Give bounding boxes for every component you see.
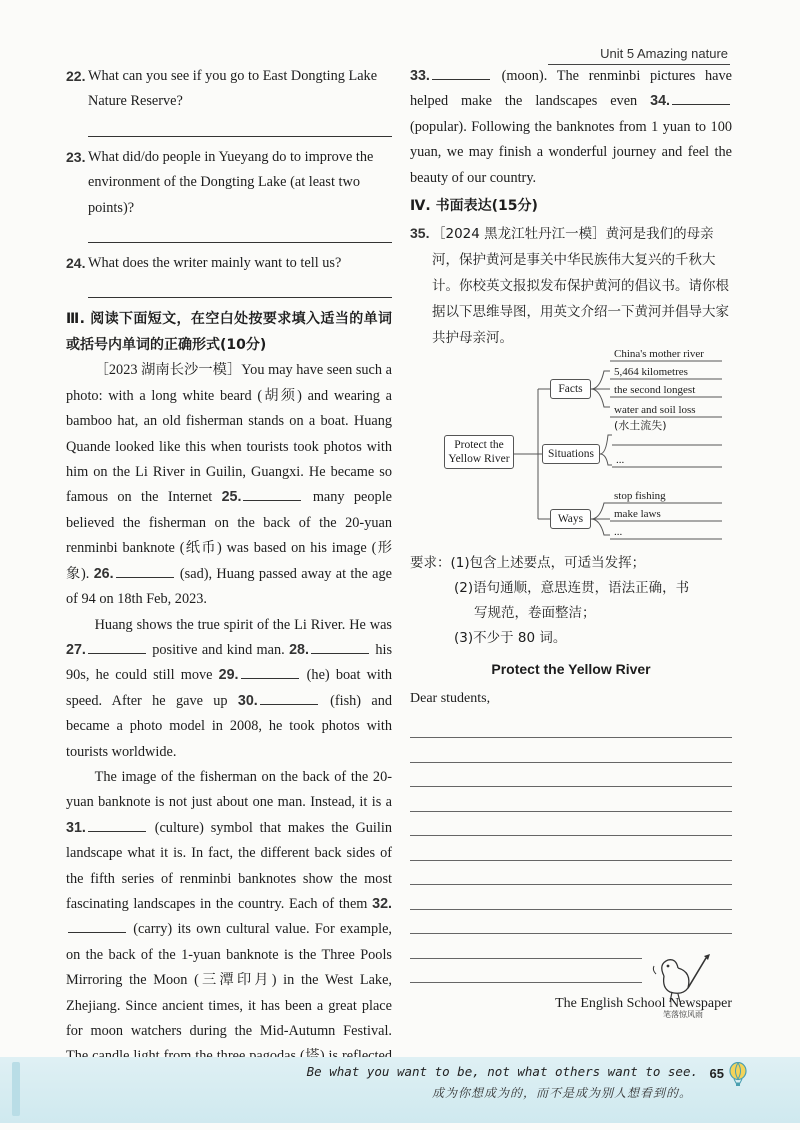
mind-map-facts-node: Facts: [550, 379, 591, 399]
requirement-3: (3)不少于 80 词。: [454, 630, 567, 647]
unit-header: Unit 5 Amazing nature: [600, 46, 728, 61]
requirement-1: (1)包含上述要点，可适当发挥；: [450, 555, 646, 572]
question-number: 23.: [66, 148, 86, 165]
pen-bird-illustration: [648, 954, 718, 1020]
writing-line[interactable]: [410, 910, 732, 935]
mind-map-center-node: Protect the Yellow River: [444, 435, 514, 469]
illustration-caption: 笔落惊风雨: [663, 1010, 703, 1019]
passage-text: (culture) symbol that makes the Guilin landscape what it is. In fact, the different back sides of the fifth series of renminbi banknotes show the most fascinating landscapes in the country. Each of them: [66, 819, 393, 912]
mind-map-leaf: water and soil loss: [614, 404, 696, 417]
mind-map-ways-node: Ways: [550, 509, 591, 529]
passage-text: Huang shows the true spirit of the Li River. He was: [94, 616, 392, 633]
writing-line[interactable]: [410, 738, 732, 763]
requirement-2: (2)语句通顺，意思连贯，语法正确，书: [454, 580, 690, 597]
requirements-label: 要求：: [410, 555, 451, 572]
question-23: [66, 145, 392, 221]
mind-map-leaf: China's mother river: [614, 348, 704, 361]
writing-line[interactable]: [410, 812, 732, 837]
footer-motto-english: Be what you want to be, not what others want to see.: [306, 1064, 698, 1079]
blank-number-30: 30.: [237, 692, 258, 709]
passage-text: many people believed the fisherman on the back of the 20-yuan renminbi banknote (纸币) was based on his image (形象).: [66, 489, 393, 582]
footer-motto-chinese: 成为你想成为的，而不是成为别人想看到的。: [431, 1086, 692, 1100]
section-3-title: Ⅲ. 阅读下面短文，在空白处按要求填入适当的单词或括号内单词的正确形式(10分): [66, 311, 392, 354]
passage-text: positive and kind man.: [152, 641, 285, 658]
writing-line[interactable]: [410, 885, 732, 910]
blank-26[interactable]: [116, 564, 174, 578]
blank-31[interactable]: [88, 818, 146, 832]
right-column: [410, 64, 732, 1017]
passage-text: (carry) its own cultural value. For example, on the back of the 1-yuan banknote is the Three Pools Mirroring the Moon (三潭印月) in the West Lake, Zhejiang. Since ancient times, it has been a great place for moon watchers during the Mid-Autumn Festival.: [66, 921, 392, 1039]
mind-map: [410, 348, 732, 547]
blank-number-34: 34.: [650, 93, 670, 110]
passage-paragraph-3-continued: [410, 64, 732, 191]
mind-map-leaf: stop fishing: [614, 490, 666, 503]
blank-number-28: 28.: [289, 641, 309, 658]
mind-map-leaf: the second longest: [614, 384, 696, 397]
mind-map-leaf: ...: [616, 454, 625, 467]
blank-number-27: 27.: [66, 641, 86, 658]
passage-text: (sad), Huang passed away at the age of 94 on 18th Feb, 2023.: [66, 565, 393, 608]
writing-line[interactable]: [410, 836, 732, 861]
passage-text: (he) boat with speed. After he gave up: [66, 667, 393, 709]
answer-line-24[interactable]: [88, 286, 392, 298]
blank-28[interactable]: [311, 640, 369, 654]
question-number: 24.: [66, 255, 86, 272]
page-number: 65: [709, 1066, 724, 1081]
question-35: [410, 221, 732, 351]
blank-34[interactable]: [672, 91, 730, 105]
passage-text: (fish) and became a photo model in 2008, he took photos with tourists worldwide.: [66, 692, 393, 760]
passage-text: (popular). Following the banknotes from 1 yuan to 100 yuan, we may finish a wonderful journey and feel the beauty of our country.: [410, 118, 732, 186]
blank-number-31: 31.: [66, 819, 86, 836]
passage-text: ［2023 湖南长沙一模］You may have seen such a photo: with a long white beard (胡须) and wearing a bamboo hat, an old fisherman stands on a boat. Huang Quande looked like this when tourists took photos with him on the Li River in Guilin, Guangxi. He became so famous on the Internet: [66, 362, 392, 506]
mind-map-leaf: (水土流失): [614, 419, 667, 433]
left-column: [66, 64, 392, 1095]
mind-map-situations-node: Situations: [542, 444, 600, 464]
essay-greeting: Dear students,: [410, 691, 491, 707]
essay-signature: The English School Newspaper: [555, 996, 732, 1012]
section-4-title: Ⅳ. 书面表达(15分): [410, 198, 538, 215]
mind-map-leaf: make laws: [614, 508, 661, 521]
balloon-icon: [728, 1062, 748, 1093]
blank-number-25: 25.: [221, 489, 242, 506]
blank-number-32: 32.: [372, 895, 392, 912]
essay-title: Protect the Yellow River: [491, 661, 651, 678]
question-text: ［2024 黑龙江牡丹江一模］黄河是我们的母亲河，保护黄河是事关中华民族伟大复兴的千秋大计。你校英文报拟发布保护黄河的倡议书。请你根据以下思维导图，用英文介绍一下黄河并倡导大家共护母亲河。: [432, 226, 729, 347]
blank-27[interactable]: [88, 640, 146, 654]
writing-line[interactable]: [410, 763, 732, 788]
mind-map-leaf: 5,464 kilometres: [614, 366, 688, 379]
passage-paragraph-1: [66, 358, 392, 612]
question-text: What can you see if you go to East Dongting Lake Nature Reserve?: [88, 68, 378, 110]
passage-text: The image of the fisherman on the back of the 20-yuan banknote is not just about one man. Instead, it is a: [66, 768, 392, 811]
requirements: [410, 551, 732, 651]
question-text: What did/do people in Yueyang do to improve the environment of the Dongting Lake (at least two points)?: [88, 148, 374, 216]
passage-text: (moon). The renminbi pictures have helped make the landscapes even: [410, 68, 732, 110]
passage-paragraph-3: [66, 765, 392, 1095]
writing-line[interactable]: [410, 787, 732, 812]
blank-33[interactable]: [432, 66, 490, 80]
writing-area[interactable]: [410, 714, 732, 984]
writing-line[interactable]: [410, 934, 642, 959]
question-number: 22.: [66, 68, 86, 84]
writing-line[interactable]: [410, 959, 642, 984]
blank-number-26: 26.: [93, 565, 114, 582]
writing-line[interactable]: [410, 714, 732, 739]
blank-number-29: 29.: [218, 667, 239, 684]
question-number: 35.: [410, 225, 430, 242]
blank-number-33: 33.: [410, 68, 430, 84]
question-24: [66, 251, 392, 276]
footer-tab: [12, 1062, 20, 1116]
question-22: [66, 64, 392, 115]
blank-30[interactable]: [260, 691, 318, 705]
mind-map-leaf: ...: [614, 526, 623, 539]
question-text: What does the writer mainly want to tell us?: [88, 255, 342, 272]
passage-paragraph-2: [66, 613, 392, 765]
blank-25[interactable]: [243, 487, 301, 501]
answer-line-23[interactable]: [88, 231, 392, 243]
blank-29[interactable]: [241, 665, 299, 679]
writing-line[interactable]: [410, 861, 732, 886]
requirement-2-continued: 写规范，卷面整洁；: [474, 605, 596, 622]
answer-line-22[interactable]: [88, 125, 392, 137]
blank-32[interactable]: [68, 919, 126, 933]
passage-text: his 90s, he could still move: [66, 641, 393, 684]
